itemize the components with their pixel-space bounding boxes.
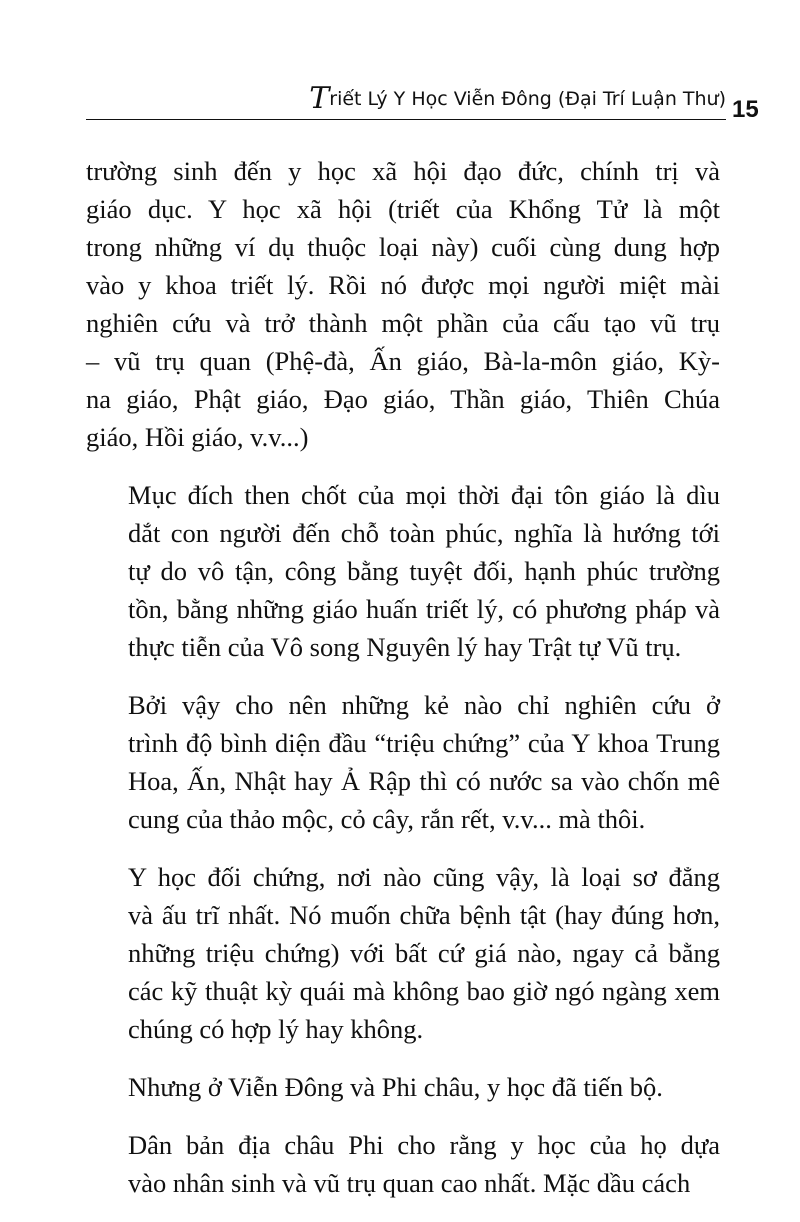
paragraph: [86, 1068, 720, 1106]
paragraph: [86, 476, 720, 666]
text-line: tồn, bằng những giáo huấn triết lý, có phương pháp và: [128, 594, 720, 624]
text-line: thực tiễn của Vô song Nguyên lý hay Trật tự Vũ trụ.: [128, 632, 682, 662]
text-line: dắt con người đến chỗ toàn phúc, nghĩa là hướng tới: [128, 518, 720, 548]
text-line: các kỹ thuật kỳ quái mà không bao giờ ngó ngàng xem: [128, 976, 720, 1006]
body-text: [86, 152, 720, 1222]
text-line: vào y khoa triết lý. Rồi nó được mọi người miệt mài: [86, 270, 720, 300]
text-line: – vũ trụ quan (Phệ-đà, Ấn giáo, Bà-la-môn giáo, Kỳ-: [86, 346, 720, 376]
text-line: na giáo, Phật giáo, Đạo giáo, Thần giáo, Thiên Chúa: [86, 384, 720, 414]
running-header-title: [309, 81, 726, 116]
text-line: trình độ bình diện đầu “triệu chứng” của Y khoa Trung: [128, 728, 720, 758]
running-header-title-text: riết Lý Y Học Viễn Đông (Đại Trí Luận Thư): [329, 88, 726, 110]
header-rule: [86, 119, 726, 120]
text-line: tự do vô tận, công bằng tuyệt đối, hạnh phúc trường: [128, 556, 720, 586]
text-line: trong những ví dụ thuộc loại này) cuối cùng dung hợp: [86, 232, 720, 262]
text-line: và ấu trĩ nhất. Nó muốn chữa bệnh tật (hay đúng hơn,: [128, 900, 720, 930]
text-line: chúng có hợp lý hay không.: [128, 1014, 424, 1044]
paragraph: [86, 1126, 720, 1202]
text-line: những triệu chứng) với bất cứ giá nào, ngay cả bằng: [128, 938, 720, 968]
text-line: trường sinh đến y học xã hội đạo đức, chính trị và: [86, 156, 720, 186]
text-line: cung của thảo mộc, cỏ cây, rắn rết, v.v... mà thôi.: [128, 804, 646, 834]
text-line: Y học đối chứng, nơi nào cũng vậy, là loại sơ đẳng: [128, 862, 720, 892]
text-line: Bởi vậy cho nên những kẻ nào chỉ nghiên cứu ở: [128, 690, 720, 720]
text-line: Nhưng ở Viễn Đông và Phi châu, y học đã tiến bộ.: [128, 1072, 663, 1102]
text-line: giáo, Hồi giáo, v.v...): [86, 422, 309, 452]
running-header: [86, 78, 726, 124]
text-line: Hoa, Ấn, Nhật hay Ả Rập thì có nước sa vào chốn mê: [128, 766, 720, 796]
paragraph: [86, 858, 720, 1048]
page-number: 15: [732, 96, 759, 123]
text-line: Mục đích then chốt của mọi thời đại tôn giáo là dìu: [128, 480, 720, 510]
running-header-initial: T: [309, 81, 330, 116]
paragraph: [86, 686, 720, 838]
paragraph: [86, 152, 720, 456]
text-line: Dân bản địa châu Phi cho rằng y học của họ dựa: [128, 1130, 720, 1160]
text-line: giáo dục. Y học xã hội (triết của Khổng Tử là một: [86, 194, 720, 224]
text-line: nghiên cứu và trở thành một phần của cấu tạo vũ trụ: [86, 308, 720, 338]
text-line: vào nhân sinh và vũ trụ quan cao nhất. Mặc dầu cách: [128, 1168, 691, 1198]
